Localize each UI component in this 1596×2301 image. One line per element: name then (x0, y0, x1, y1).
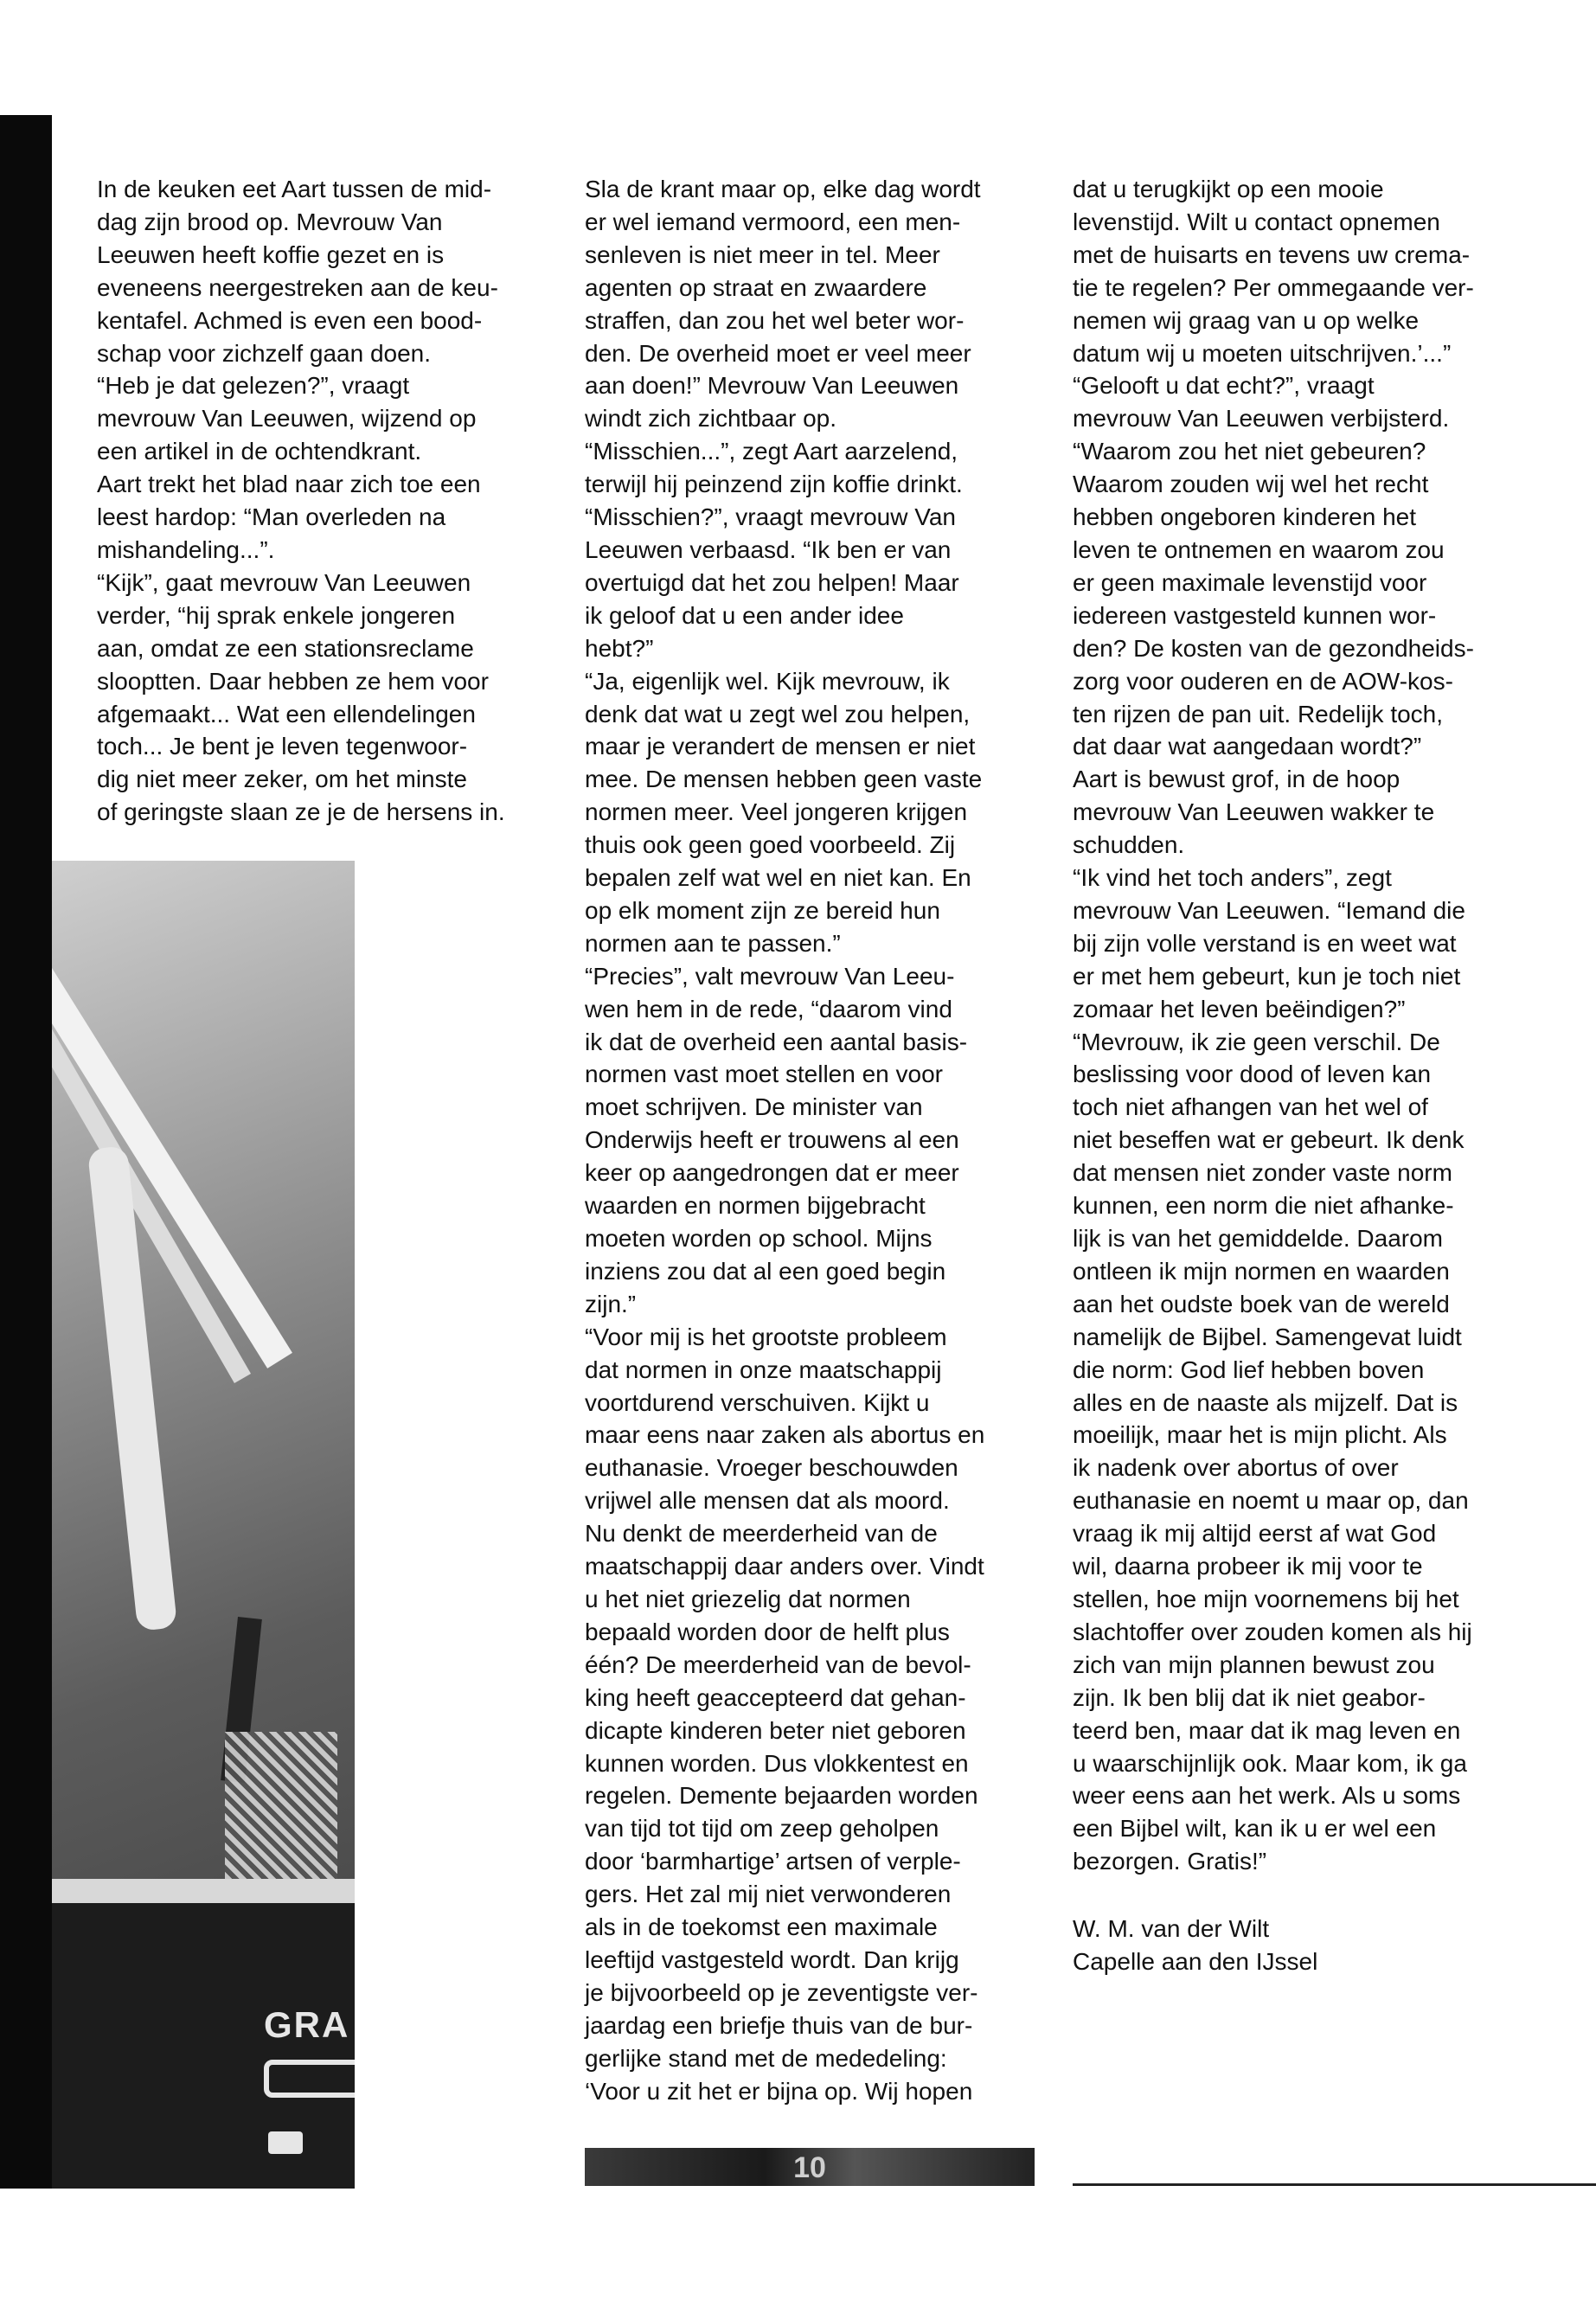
photo-pipe (87, 1145, 177, 1631)
article-column-3 (1073, 173, 1531, 1978)
paragraph: Aart trekt het blad naar zich toe een leest hardop: “Man overleden na mishandeling...”. (97, 471, 481, 563)
paragraph: “Waarom zou het niet gebeuren? Waarom zouden wij wel het recht hebben ongeboren kinderen het leven te ontnemen en waarom zou er geen maximale levenstijd voor iedereen vastgesteld kunnen wor- den? De kosten van de gezondheids- zorg voor ouderen en de AOW-kos- ten rijzen de pan uit. Redelijk toch, dat daar wat aangedaan wordt?” (1073, 438, 1474, 760)
page-edge-bar (0, 115, 52, 2189)
footer-bar (585, 2148, 1035, 2186)
paragraph: “Voor mij is het grootste probleem dat normen in onze maatschappij voortdurend verschuiven. Kijkt u maar eens naar zaken als abortus en euthanasie. Vroeger beschouwden vrijwel alle mensen dat als moord. Nu denkt de meerderheid van de maatschappij daar anders over. Vindt u het niet griezelig dat normen bepaald worden door de helft plus één? De meerderheid van de bevol- king heeft geaccepteerd dat gehan- dicapte kinderen beter niet geboren kunnen worden. Dus vlokkentest en regelen. Demente bejaarden worden van tijd tot tijd om zeep geholpen door ‘barmhartige’ artsen of verple- gers. Het zal mij niet verwonderen als in de toekomst een maximale leeftijd vastgesteld wordt. Dan krijg je bijvoorbeeld op je zeventigste ver- jaardag een briefje thuis van de bur- gerlijke stand met de mededeling: ‘Voor u zit het er bijna op. Wij hopen (585, 1323, 985, 2105)
paragraph: “Misschien?”, vraagt mevrouw Van Leeuwen verbaasd. “Ik ben er van overtuigd dat het zou helpen! Maar ik geloof dat u een ander idee hebt?” (585, 503, 959, 662)
paragraph: “Kijk”, gaat mevrouw Van Leeuwen verder, “hij sprak enkele jongeren aan, omdat ze een stationsreclame slooptten. Daar hebben ze hem voor afgemaakt... Wat een ellendelingen toch... Je bent je leven tegenwoor- dig niet meer zeker, om het minste of geringste slaan ze je de hersens in. (97, 568, 505, 826)
paragraph: In de keuken eet Aart tussen de mid- dag zijn brood op. Mevrouw Van Leeuwen heeft koffie gezet en is eveneens neergestreken aan de keu- kentafel. Achmed is even een bood- schap voor zichzelf gaan doen. (97, 176, 498, 367)
paragraph: “Misschien...”, zegt Aart aarzelend, terwijl hij peinzend zijn koffie drinkt. (585, 438, 963, 498)
photo-shelf (52, 913, 292, 1368)
paragraph: Sla de krant maar op, elke dag wordt er wel iemand vermoord, een men- senleven is niet meer in tel. Meer agenten op straat en zwaardere straffen, dan zou het wel beter wor- den. De overheid moet er veel meer aan doen!” Mevrouw Van Leeuwen windt zich zichtbaar op. (585, 176, 981, 433)
paragraph: “Ja, eigenlijk wel. Kijk mevrouw, ik denk dat wat u zegt wel zou helpen, maar je verandert de mensen er niet mee. De mensen hebben geen vaste normen meer. Veel jongeren krijgen thuis ook geen goed voorbeeld. Zij bepalen zelf wat wel en niet kan. En op elk moment zijn ze bereid hun normen aan te passen.” (585, 667, 983, 957)
paragraph: “Mevrouw, ik zie geen verschil. De beslissing voor dood of leven kan toch niet afhangen van het wel of niet beseffen wat er gebeurt. Ik denk dat mensen niet zonder vaste norm kunnen, een norm die niet afhanke- lijk is van het gemiddelde. Daarom ontleen ik mijn normen en waarden aan het oudste boek van de wereld namelijk de Bijbel. Samengevat luidt die norm: God lief hebben boven alles en de naaste als mijzelf. Dat is moeilijk, maar het is mijn plicht. Als ik nadenk over abortus of over euthanasie en noemt u maar op, dan vraag ik mij altijd eerst af wat God wil, daarna probeer ik mij voor te stellen, hoe mijn voornemens bij het slachtoffer over zouden komen als hij zich van mijn plannen bewust zou zijn. Ik ben blij dat ik niet geabor- teerd ben, maar dat ik mag leven en u waarschijnlijk ook. Maar kom, ik ga weer eens aan het werk. Als u soms een Bijbel wilt, kan ik u er wel een bezorgen. Gratis!” (1073, 1028, 1472, 1875)
photo-paint-bucket (52, 1903, 355, 2189)
kitchen-photo (52, 861, 355, 2189)
photo-bucket-logo (264, 2060, 355, 2098)
paragraph: “Gelooft u dat echt?”, vraagt mevrouw Van Leeuwen verbijsterd. (1073, 372, 1450, 433)
article-column-2 (585, 173, 1043, 2107)
photo-bucket-label: GRA (264, 2004, 350, 2045)
author-signature: W. M. van der Wilt Capelle aan den IJssel (1073, 1915, 1318, 1976)
photo-bucket-mark (268, 2131, 303, 2154)
paragraph: “Heb je dat gelezen?”, vraagt mevrouw Van Leeuwen, wijzend op een artikel in de ochtendkrant. (97, 372, 477, 465)
photo-paint-grid (225, 1732, 337, 1879)
footer-rule (1073, 2183, 1596, 2186)
paragraph: dat u terugkijkt op een mooie levenstijd. Wilt u contact opnemen met de huisarts en tevens uw crema- tie te regelen? Per ommegaande ver- nemen wij graag van u op welke datum wij u moeten uitschrijven.’...” (1073, 176, 1474, 367)
paragraph: Aart is bewust grof, in de hoop mevrouw Van Leeuwen wakker te schudden. (1073, 766, 1435, 859)
page-number: 10 (793, 2151, 826, 2184)
paragraph: “Ik vind het toch anders”, zegt mevrouw Van Leeuwen. “Iemand die bij zijn volle verstand is en weet wat er met hem gebeurt, kun je toch niet zomaar het leven beëindigen?” (1073, 864, 1465, 1022)
article-column-1 (97, 173, 555, 829)
paragraph: “Precies”, valt mevrouw Van Leeu- wen hem in de rede, “daarom vind ik dat de overheid een aantal basis- normen vast moet stellen en voor moet schrijven. De minister van Onderwijs heeft er trouwens al een keer op aangedrongen dat er meer waarden en normen bijgebracht moeten worden op school. Mijns inziens zou dat al een goed begin zijn.” (585, 962, 968, 1317)
photo-bucket-rim (52, 1879, 355, 1903)
